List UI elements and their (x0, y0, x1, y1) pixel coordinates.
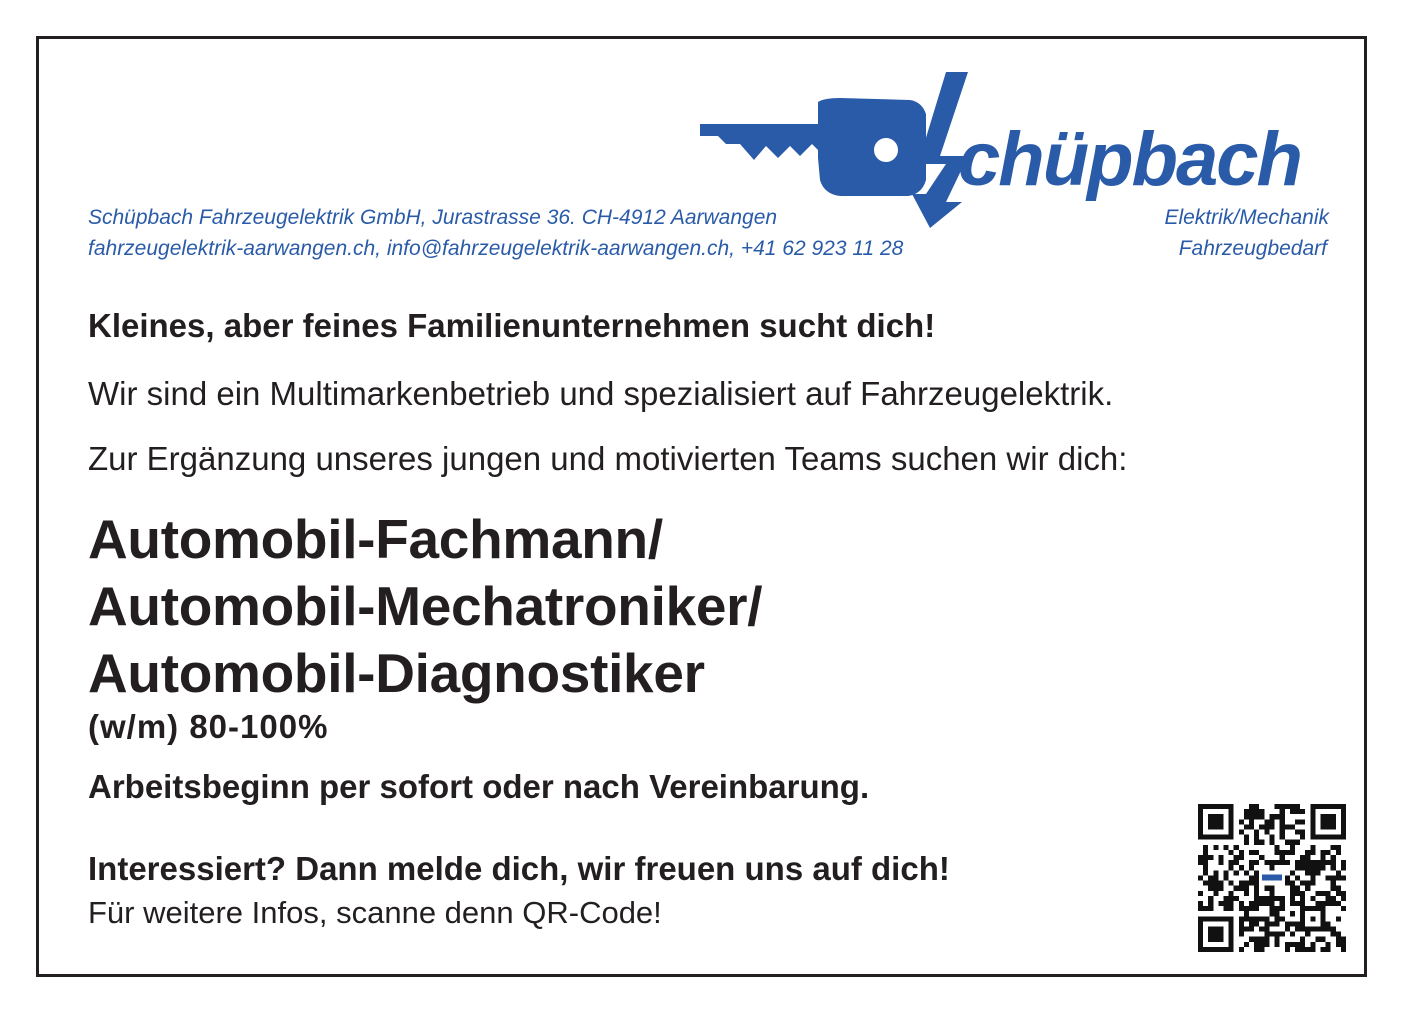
call-to-action: Interessiert? Dann melde dich, wir freuen uns auf dich! (88, 850, 950, 887)
job-title-3: Automobil-Diagnostiker (88, 642, 705, 704)
company-tagline-2: Fahrzeugbedarf (1178, 237, 1327, 260)
company-address: Schüpbach Fahrzeugelektrik GmbH, Jurastrasse 36. CH-4912 Aarwangen (88, 206, 778, 229)
job-workload: (w/m) 80-100% (88, 708, 329, 745)
intro-text-1: Wir sind ein Multimarkenbetrieb und spezialisiert auf Fahrzeugelektrik. (88, 375, 1114, 412)
logo-wordmark: chüpbach (958, 117, 1301, 202)
start-date-text: Arbeitsbeginn per sofort oder nach Vereinbarung. (88, 768, 870, 805)
company-tagline-1: Elektrik/Mechanik (1164, 206, 1329, 229)
company-contact: fahrzeugelektrik-aarwangen.ch, info@fahrzeugelektrik-aarwangen.ch, +41 62 923 11 28 (88, 237, 904, 260)
job-title-2: Automobil-Mechatroniker/ (88, 575, 763, 637)
intro-heading: Kleines, aber feines Familienunternehmen sucht dich! (88, 307, 936, 344)
job-title-1: Automobil-Fachmann/ (88, 508, 663, 570)
qr-instruction: Für weitere Infos, scanne denn QR-Code! (88, 895, 662, 930)
qr-code-icon[interactable] (1198, 804, 1346, 952)
intro-text-2: Zur Ergänzung unseres jungen und motivierten Teams suchen wir dich: (88, 440, 1128, 477)
